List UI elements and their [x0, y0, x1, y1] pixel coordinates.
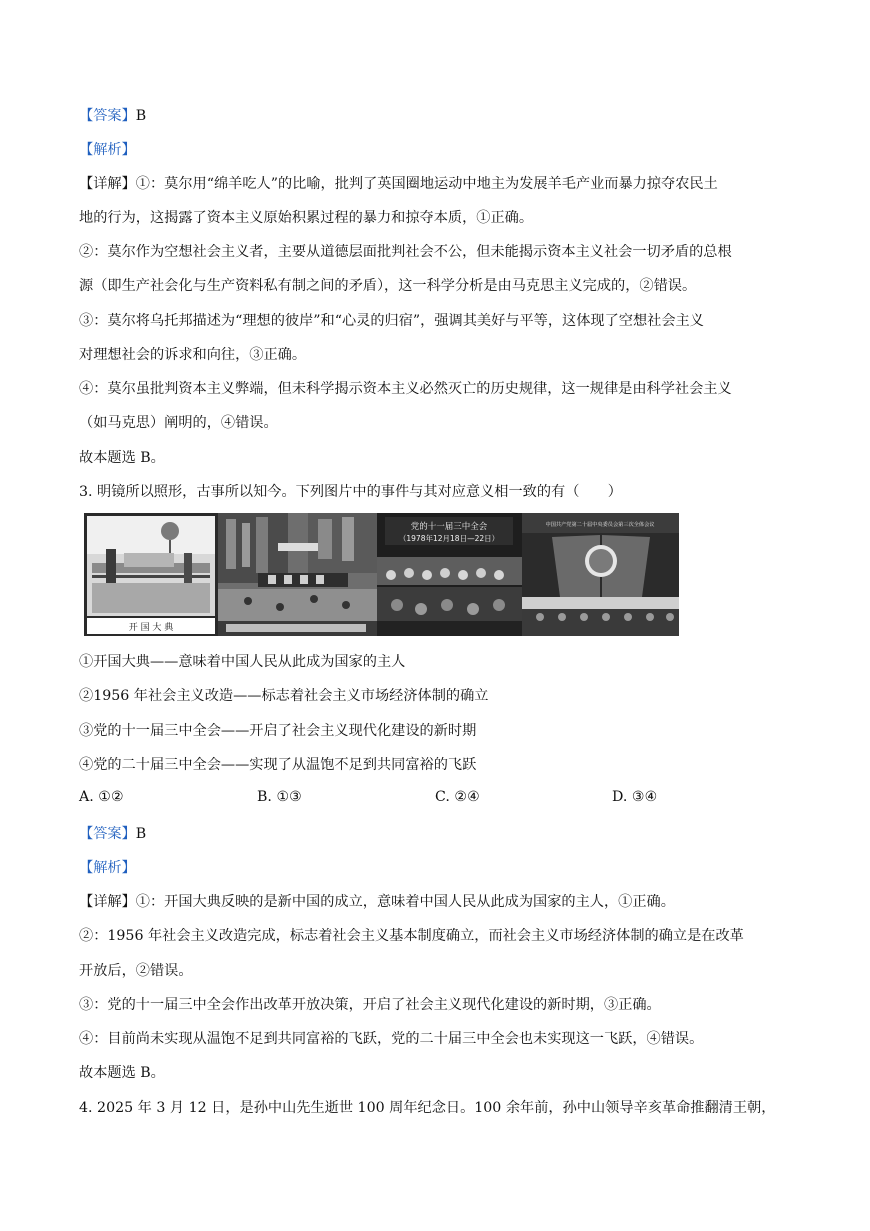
photo-banner-title: 党的十一届三中全会 — [410, 522, 488, 532]
photo-banner-date: （1978年12月18日—22日） — [398, 534, 500, 543]
q2-conclusion: 故本题选 B。 — [79, 450, 165, 466]
paragraph-line: 开放后，②错误。 — [79, 963, 193, 979]
paragraph-line: 对理想社会的诉求和向往，③正确。 — [79, 347, 307, 363]
paragraph-line: ②：莫尔作为空想社会主义者，主要从道德层面批判社会不公，但未能揭示资本主义社会一切矛盾的总根 — [79, 244, 732, 260]
answer-value: B — [135, 826, 147, 842]
paragraph-line: ①：莫尔用“绵羊吃人”的比喻，批判了英国圈地运动中地主为发展羊毛产业而暴力掠夺农民土 — [135, 176, 718, 192]
q3-analysis-tag: 【解析】 — [79, 860, 136, 876]
q2-answer-line — [79, 106, 146, 126]
paragraph-line: （如马克思）阐明的，④错误。 — [79, 415, 278, 431]
photo-socialist-transformation-parade — [218, 513, 377, 636]
paragraph-line: ①：开国大典反映的是新中国的成立，意味着中国人民从此成为国家的主人，①正确。 — [135, 894, 675, 910]
photo-third-plenary-11th — [377, 513, 522, 636]
q3-options — [79, 789, 799, 809]
paragraph-line: 地的行为，这揭露了资本主义原始积累过程的暴力和掠夺本质，①正确。 — [79, 210, 534, 226]
photo-founding-ceremony — [84, 513, 218, 636]
answer-value: B — [135, 108, 147, 124]
paragraph-line: ③：党的十一届三中全会作出改革开放决策，开启了社会主义现代化建设的新时期，③正确。 — [79, 997, 661, 1013]
paragraph-line: ②：1956 年社会主义改造完成，标志着社会主义基本制度确立，而社会主义市场经济体制的确立是在改革 — [79, 928, 744, 944]
detail-tag: 【详解】 — [79, 894, 136, 910]
q3-conclusion: 故本题选 B。 — [79, 1065, 165, 1081]
option-c[interactable]: C. ②④ — [435, 789, 480, 805]
q2-analysis-tag: 【解析】 — [79, 142, 136, 158]
photo-third-plenary-20th — [522, 513, 679, 636]
q4-stem: 4. 2025 年 3 月 12 日，是孙中山先生逝世 100 周年纪念日。100 余年前，孙中山领导辛亥革命推翻清王朝， — [79, 1100, 776, 1116]
answer-tag: 【答案】 — [79, 108, 136, 124]
q2-detail-line — [79, 174, 718, 194]
paragraph-line: ④：莫尔虽批判资本主义弊端，但未科学揭示资本主义必然灭亡的历史规律，这一规律是由科学社会主义 — [79, 381, 732, 397]
option-d[interactable]: D. ③④ — [612, 789, 658, 805]
q3-item: ③党的十一届三中全会——开启了社会主义现代化建设的新时期 — [79, 723, 477, 739]
q3-answer-line — [79, 824, 146, 844]
photo-caption: 开 国 大 典 — [128, 623, 174, 633]
paragraph-line: ③：莫尔将乌托邦描述为“理想的彼岸”和“心灵的归宿”，强调其美好与平等，这体现了空想社会主义 — [79, 313, 704, 329]
option-a[interactable]: A. ①② — [79, 789, 124, 805]
paragraph-line: ④：目前尚未实现从温饱不足到共同富裕的飞跃，党的二十届三中全会也未实现这一飞跃，④错误。 — [79, 1031, 704, 1047]
detail-tag: 【详解】 — [79, 176, 136, 192]
option-b[interactable]: B. ①③ — [257, 789, 302, 805]
photo-banner: 中国共产党第二十届中央委员会第三次全体会议 — [545, 522, 655, 528]
q3-item: ②1956 年社会主义改造——标志着社会主义市场经济体制的确立 — [79, 688, 489, 704]
q3-item: ①开国大典——意味着中国人民从此成为国家的主人 — [79, 654, 406, 670]
q3-item: ④党的二十届三中全会——实现了从温饱不足到共同富裕的飞跃 — [79, 757, 477, 773]
q3-detail-line — [79, 892, 675, 912]
answer-tag: 【答案】 — [79, 826, 136, 842]
paragraph-line: 源（即生产社会化与生产资料私有制之间的矛盾），这一科学分析是由马克思主义完成的，②错误。 — [79, 278, 697, 294]
q3-stem: 3. 明镜所以照形，古事所以知今。下列图片中的事件与其对应意义相一致的有（ ） — [79, 484, 622, 500]
